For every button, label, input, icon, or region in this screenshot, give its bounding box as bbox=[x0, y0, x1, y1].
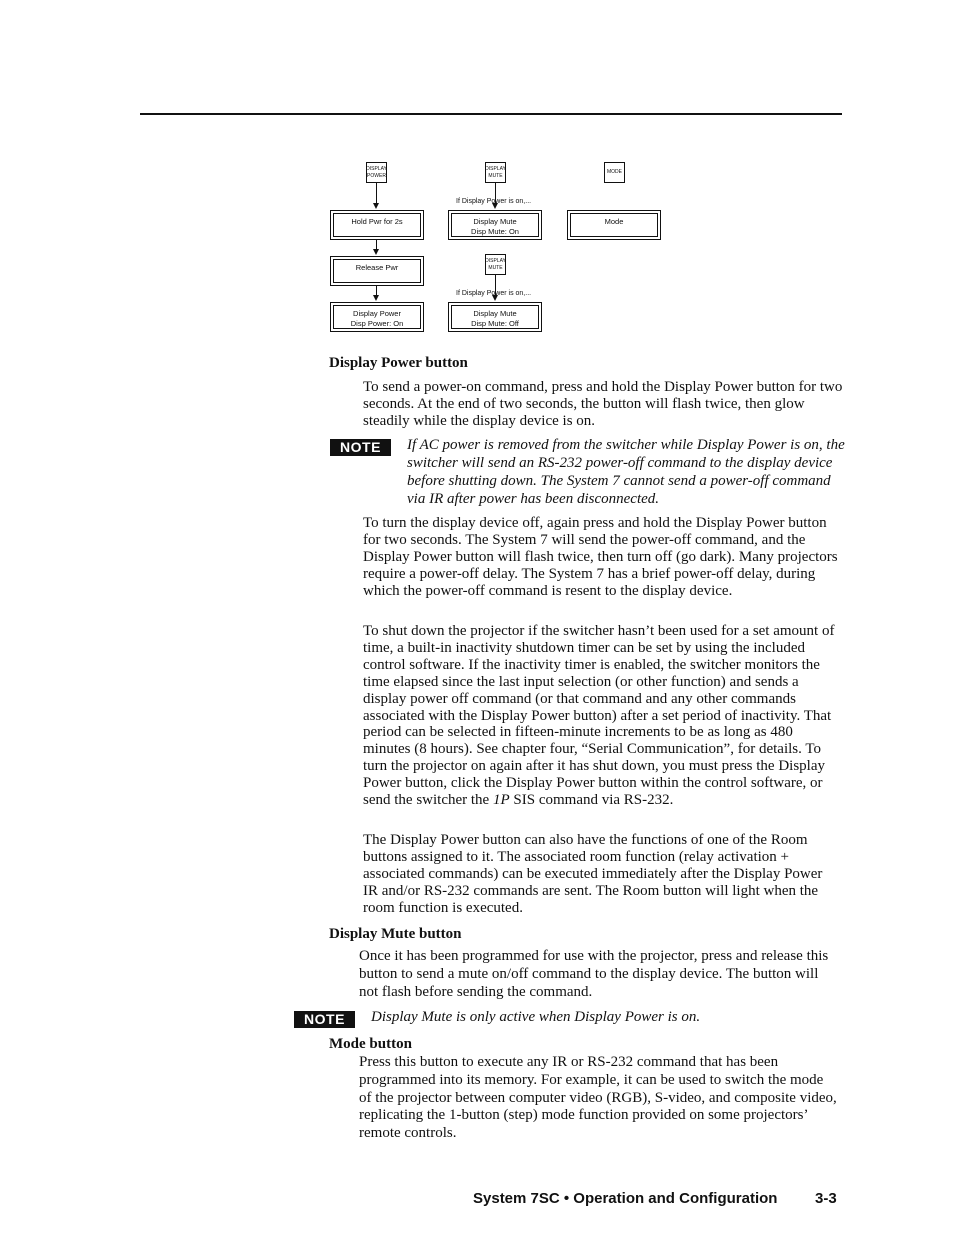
display-mute-para: Once it has been programmed for use with the projector, press and release this button to send a mute on/off command to the display device. The button will not flash before sending the command. bbox=[359, 948, 829, 1000]
display-power-note: If AC power is removed from the switcher while Display Power is on, the switcher will send an RS-232 power-off command to the display device before shutting down. The System 7 cannot send a power-off command via IR after power has been disconnected. bbox=[407, 437, 845, 507]
display-mute-button-icon: DISPLAY MUTE bbox=[485, 254, 506, 275]
display-mute-on-box: Display Mute Disp Mute: On bbox=[448, 210, 542, 240]
display-mute-heading: Display Mute button bbox=[329, 926, 462, 942]
display-power-heading: Display Power button bbox=[329, 355, 468, 371]
mode-para: Press this button to execute any IR or RS-232 command that has been programmed into its memory. For example, it can be used to switch the mode of the projector between computer video (RGB), S-video, and composite video, replicating the 1-button (step) mode function provided on some projectors’ remote controls. bbox=[359, 1054, 837, 1142]
hold-power-box: Hold Pwr for 2s bbox=[330, 210, 424, 240]
display-mute-note: Display Mute is only active when Display Power is on. bbox=[371, 1009, 701, 1025]
page-number: 3-3 bbox=[815, 1190, 837, 1207]
display-power-para-1: To send a power-on command, press and hold the Display Power button for two seconds. At the end of two seconds, the button will flash twice, then glow steadily while the display device is on. bbox=[363, 379, 843, 429]
display-mute-off-box: Display Mute Disp Mute: Off bbox=[448, 302, 542, 332]
mode-heading: Mode button bbox=[329, 1036, 412, 1052]
mode-button-icon: MODE bbox=[604, 162, 625, 183]
note-badge: NOTE bbox=[330, 439, 391, 456]
footer-title: System 7SC • Operation and Configuration bbox=[473, 1190, 778, 1207]
display-mute-button-icon: DISPLAY MUTE bbox=[485, 162, 506, 183]
note-badge: NOTE bbox=[294, 1011, 355, 1028]
display-power-para-4: The Display Power button can also have the functions of one of the Room buttons assigned to it. The associated room function (relay activation + associated commands) can be executed immediately after the Display Power IR and/or RS-232 commands are sent. The Room button will light when the room function is executed. bbox=[363, 832, 823, 916]
condition-label: If Display Power is on,... bbox=[456, 290, 532, 297]
button-flow-diagram bbox=[0, 0, 954, 345]
mode-box: Mode bbox=[567, 210, 661, 240]
display-power-para-3: To shut down the projector if the switcher hasn’t been used for a set amount of time, a built-in inactivity shutdown timer can be set by using the included control software. If the inactivity timer is enabled, the switcher monitors the time elapsed since the last input selection (or other function) and sends a display power off command (or that command and any other commands associated with the Display Power button) after a set period of inactivity. That period can be selected in fifteen-minute increments to be as long as 480 minutes (8 hours). See chapter four, “Serial Communication”, for details. To turn the projector on again after it has shut down, you must press the Display Power button, click the Display Power button within the control software, or send the switcher the 1P SIS command via RS-232. bbox=[363, 623, 835, 809]
display-power-on-box: Display Power Disp Power: On bbox=[330, 302, 424, 332]
display-power-button-icon: DISPLAY POWER bbox=[366, 162, 387, 183]
display-power-para-2: To turn the display device off, again press and hold the Display Power button for two seconds. The System 7 will send the power-off command, and the Display Power button will flash twice, then turn off (go dark). Many projectors require a power-off delay. The System 7 has a brief power-off delay, during which the power-off command is resent to the display device. bbox=[363, 515, 838, 599]
release-power-box: Release Pwr bbox=[330, 256, 424, 286]
condition-label: If Display Power is on,... bbox=[456, 198, 532, 205]
